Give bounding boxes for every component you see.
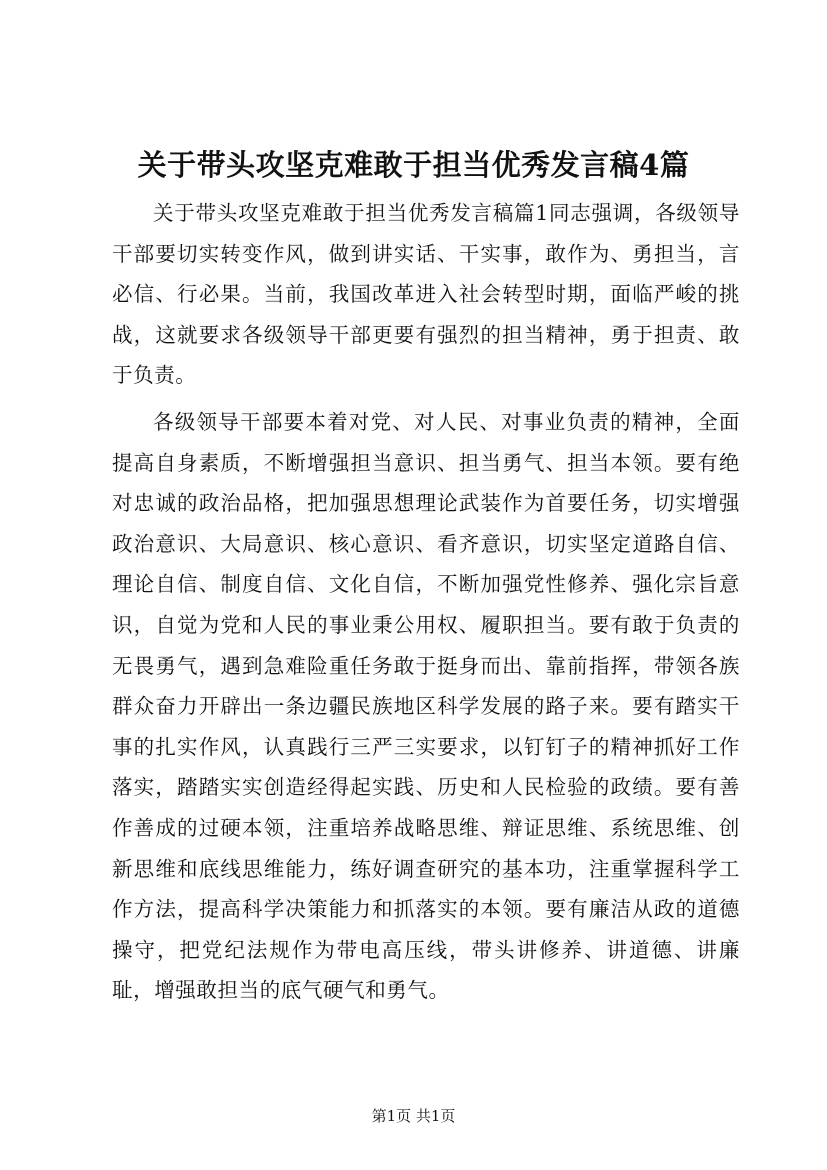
paragraph-2: 各级领导干部要本着对党、对人民、对事业负责的精神，全面提高自身素质，不断增强担当意识、担当勇气、担当本领。要有绝对忠诚的政治品格，把加强思想理论武装作为首要任务，切实增强政治意识、大局意识、核心意识、看齐意识，切实坚定道路自信、理论自信、制度自信、文化自信，不断加强党性修养、强化宗旨意识，自觉为党和人民的事业秉公用权、履职担当。要有敢于负责的无畏勇气，遇到急难险重任务敢于挺身而出、靠前指挥，带领各族群众奋力开辟出一条边疆民族地区科学发展的路子来。要有踏实干事的扎实作风，认真践行三严三实要求，以钉钉子的精神抓好工作落实，踏踏实实创造经得起实践、历史和人民检验的政绩。要有善作善成的过硬本领，注重培养战略思维、辩证思维、系统思维、创新思维和底线思维能力，练好调查研究的基本功，注重掌握科学工作方法，提高科学决策能力和抓落实的本领。要有廉洁从政的道德操守，把党纪法规作为带电高压线，带头讲修养、讲道德、讲廉耻，增强敢担当的底气硬气和勇气。 <box>112 409 740 1003</box>
document-body <box>112 193 740 1017</box>
document-title: 关于带头攻坚克难敢于担当优秀发言稿4篇 <box>137 148 690 182</box>
page-footer: 第1页 共1页 <box>371 1107 456 1125</box>
paragraph-1: 关于带头攻坚克难敢于担当优秀发言稿篇1同志强调，各级领导干部要切实转变作风，做到讲实话、干实事，敢作为、勇担当，言必信、行必果。当前，我国改革进入社会转型时期，面临严峻的挑战，这就要求各级领导干部更要有强烈的担当精神，勇于担责、敢于负责。 <box>112 201 740 388</box>
